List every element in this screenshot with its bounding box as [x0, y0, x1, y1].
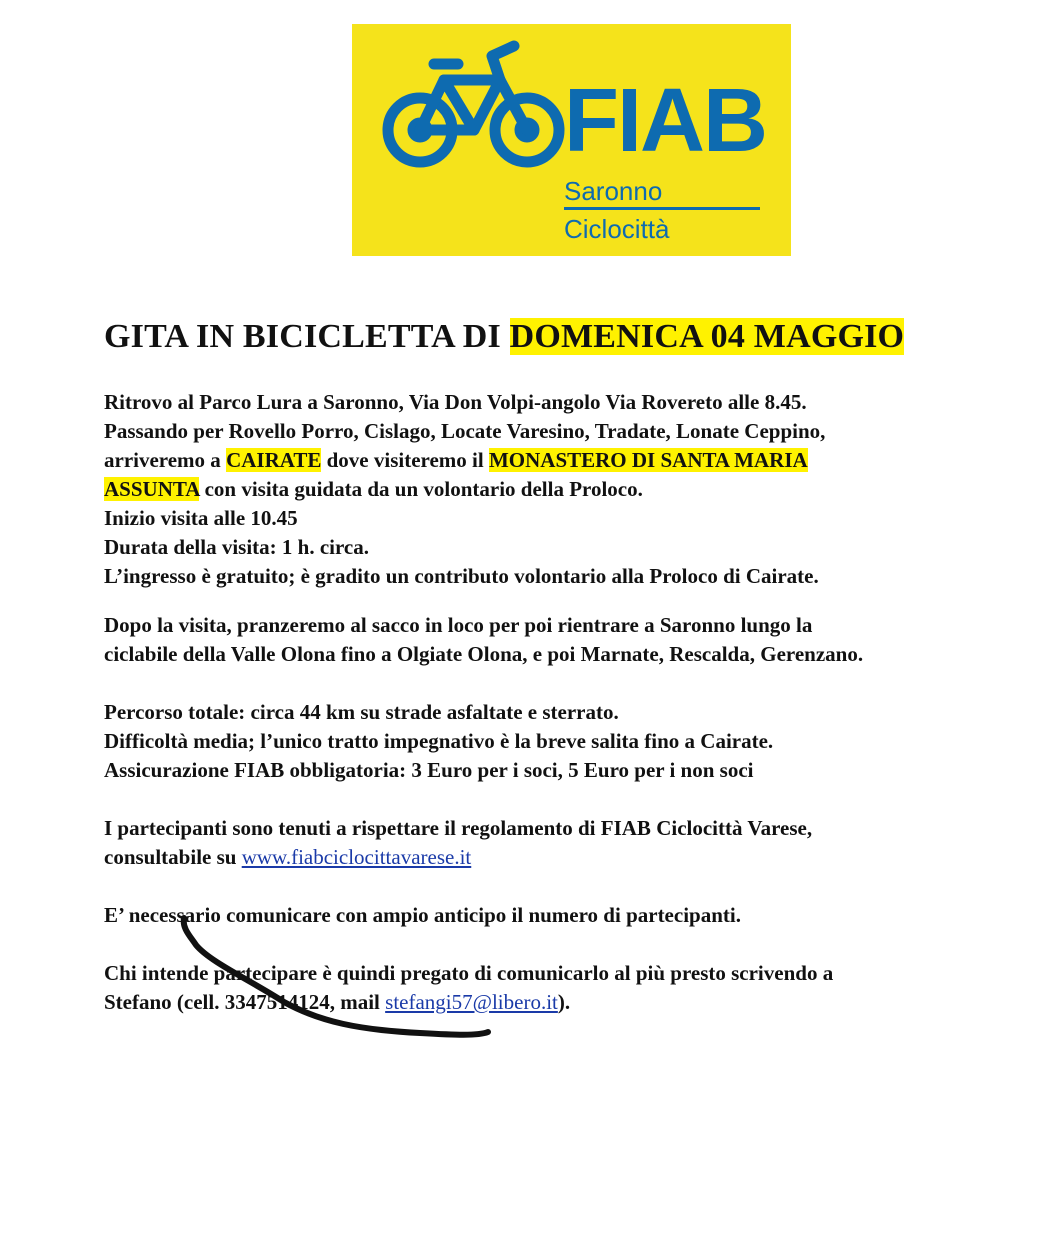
text-span: con visita guidata da un volontario della Proloco.: [199, 477, 643, 501]
brand-name: FIAB: [564, 71, 766, 171]
brand-subtitle: Ciclocittà: [564, 214, 670, 244]
destination-line: [104, 446, 1004, 475]
visit-start: Inizio visita alle 10.45: [104, 506, 298, 530]
return-route: ciclabile della Valle Olona fino a Olgiate Olona, e poi Marnate, Rescalda, Gerenzano.: [104, 642, 864, 666]
text-span: ).: [557, 990, 571, 1014]
text-span: arriveremo a: [104, 448, 227, 472]
assunta-highlight: ASSUNTA: [104, 477, 200, 501]
rules-link-line: [104, 843, 1004, 872]
lunch-info: Dopo la visita, pranzeremo al sacco in loco per poi rientrare a Saronno lungo la: [104, 613, 813, 637]
title-prefix: GITA IN BICICLETTA DI: [104, 318, 510, 355]
difficulty: Difficoltà media; l’unico tratto impegnativo è la breve salita fino a Cairate.: [104, 729, 774, 753]
notice-line: E’ necessario comunicare con ampio anticipo il numero di partecipanti.: [104, 903, 741, 927]
cairate-highlight: CAIRATE: [226, 448, 322, 472]
event-description: [104, 388, 1004, 1017]
email-link[interactable]: stefangi57@libero.it: [385, 990, 558, 1014]
fiab-logo: [352, 24, 791, 256]
page-title: [104, 318, 904, 356]
insurance: Assicurazione FIAB obbligatoria: 3 Euro per i soci, 5 Euro per i non soci: [104, 758, 754, 782]
total-distance: Percorso totale: circa 44 km su strade asfaltate e sterrato.: [104, 700, 619, 724]
route-towns: Passando per Rovello Porro, Cislago, Locate Varesino, Tradate, Lonate Ceppino,: [104, 419, 826, 443]
title-date-highlight: DOMENICA 04 MAGGIO: [509, 318, 905, 355]
entrance-info: L’ingresso è gratuito; è gradito un contributo volontario alla Proloco di Cairate.: [104, 564, 819, 588]
meeting-point: Ritrovo al Parco Lura a Saronno, Via Don Volpi-angolo Via Rovereto alle 8.45.: [104, 390, 807, 414]
visit-line: [104, 475, 1004, 504]
text-span: Stefano (cell. 3347514124, mail: [104, 990, 386, 1014]
text-span: dove visiteremo il: [321, 448, 489, 472]
visit-duration: Durata della visita: 1 h. circa.: [104, 535, 370, 559]
brand-city: Saronno: [564, 176, 663, 206]
bicycle-icon: [382, 38, 572, 178]
contact-line: Chi intende partecipare è quindi pregato di comunicarlo al più presto scrivendo a: [104, 961, 834, 985]
rules-line: I partecipanti sono tenuti a rispettare il regolamento di FIAB Ciclocittà Varese,: [104, 816, 813, 840]
text-span: consultabile su: [104, 845, 242, 869]
brand-divider: [564, 207, 760, 210]
contact-details: [104, 988, 1004, 1017]
monastery-highlight: MONASTERO DI SANTA MARIA: [488, 448, 808, 472]
website-link[interactable]: www.fiabciclocittavarese.it: [241, 845, 472, 869]
